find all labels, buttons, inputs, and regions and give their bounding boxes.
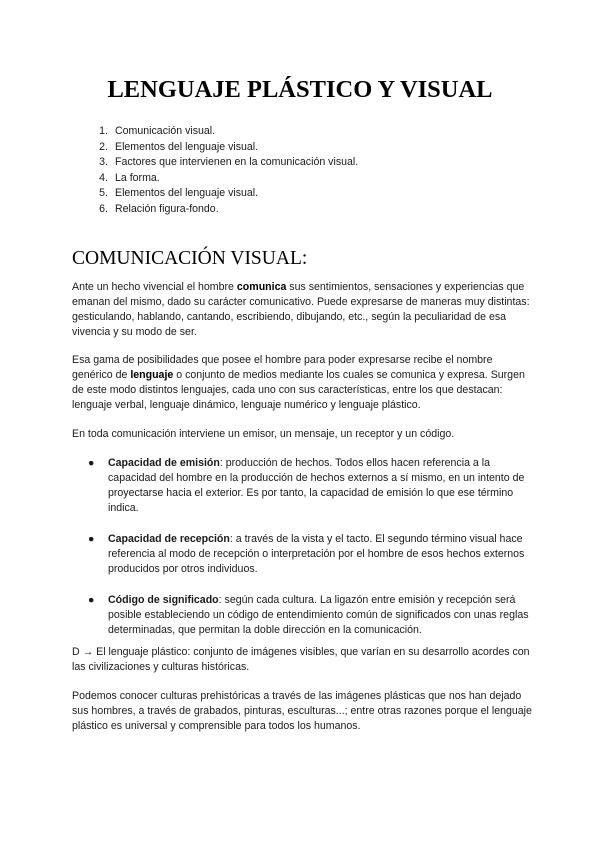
toc-item-number: 4. [99, 171, 108, 184]
toc-item [86, 124, 358, 140]
toc-item-text: Comunicación visual. [115, 125, 216, 137]
toc-item [86, 155, 358, 171]
toc-item [86, 140, 358, 156]
toc-item-number: 2. [99, 140, 108, 153]
paragraph-cultures: Podemos conocer culturas prehistóricas a través de las imágenes plásticas que nos han dejado sus hombres, a través de grabados, pinturas, esculturas...; entre otras razones porque el lenguaje plástico es universal y comprensible para todos los humanos. [72, 690, 532, 732]
text-run: o conjunto de medios mediante los cuales se comunica y expresa. Surgen de este modo distintos lenguajes, cada uno con sus características, entre los que destacan: lenguaje verbal, lenguaje dinámico, lenguaje numérico y lenguaje plástico. [72, 369, 525, 411]
document-title: LENGUAJE PLÁSTICO Y VISUAL [107, 76, 493, 103]
bold-term: Capacidad de recepción [108, 533, 230, 545]
list-item [72, 456, 532, 516]
text-run: : según cada cultura. La ligazón entre emisión y recepción será posible estableciendo un código de entendimiento común de significados con unas reglas determinadas, que permitan la doble dirección en la comunicación. [108, 594, 529, 636]
text-run: : a través de la vista y el tacto. El segundo término visual hace referencia al modo de recepción o interpretación por el hombre de esos hechos externos producidos por otros individuos. [108, 533, 525, 575]
paragraph-language [72, 353, 534, 413]
toc-item-number: 5. [99, 187, 108, 199]
text-run: Esa gama de posibilidades que posee el hombre para poder expresarse recibe el nombre genérico de [72, 354, 493, 381]
toc-item-number: 1. [99, 125, 108, 137]
bold-term: Capacidad de emisión [108, 457, 220, 469]
toc-item-text: Factores que intervienen en la comunicación visual. [115, 156, 359, 168]
list-item [72, 532, 532, 577]
bold-term: lenguaje [130, 369, 174, 381]
table-of-contents [86, 124, 358, 217]
toc-item-text: Elementos del lenguaje visual. [115, 187, 259, 199]
toc-item-text: Relación figura-fondo. [115, 202, 219, 215]
text-run: Ante un hecho vivencial el hombre [72, 281, 237, 293]
bullet-icon: ● [88, 594, 95, 606]
section-heading: COMUNICACIÓN VISUAL: [72, 248, 308, 269]
toc-item [86, 171, 358, 187]
text-run: : producción de hechos. Todos ellos hacen referencia a la capacidad del hombre en la producción de hechos externos a sí mismo, en un intento de proyectarse hacia el exterior. Es por tanto, la capacidad de emisión lo que ese término indica. [108, 457, 525, 514]
capacity-list [72, 456, 532, 638]
toc-item-text: La forma. [115, 171, 160, 184]
toc-item-number: 3. [99, 156, 108, 168]
paragraph-intro [72, 280, 534, 340]
text-run: sus sentimientos, sensaciones y experiencias que emanan del mismo, dado su carácter comunicativo. Puede expresarse de maneras muy distintas: gesticulando, hablando, cantando, escribiendo, dibujando, etc., según la peculiaridad de esa vivencia y su modo de ser. [72, 281, 530, 338]
bullet-icon: ● [88, 533, 95, 545]
paragraph-communication-elements: En toda comunicación interviene un emisor, un mensaje, un receptor y un código. [72, 428, 455, 440]
list-item [72, 593, 532, 638]
toc-item-text: Elementos del lenguaje visual. [115, 140, 259, 153]
toc-item [86, 202, 358, 218]
bold-term: comunica [236, 281, 287, 293]
toc-item-number: 6. [99, 202, 108, 215]
paragraph-plastic-language: D → El lenguaje plástico: conjunto de imágenes visibles, que varían en su desarrollo acordes con las civilizaciones y culturas históricas. [72, 646, 530, 673]
toc-item [86, 186, 358, 202]
bullet-icon: ● [88, 457, 95, 469]
bold-term: Código de significado [108, 594, 219, 606]
